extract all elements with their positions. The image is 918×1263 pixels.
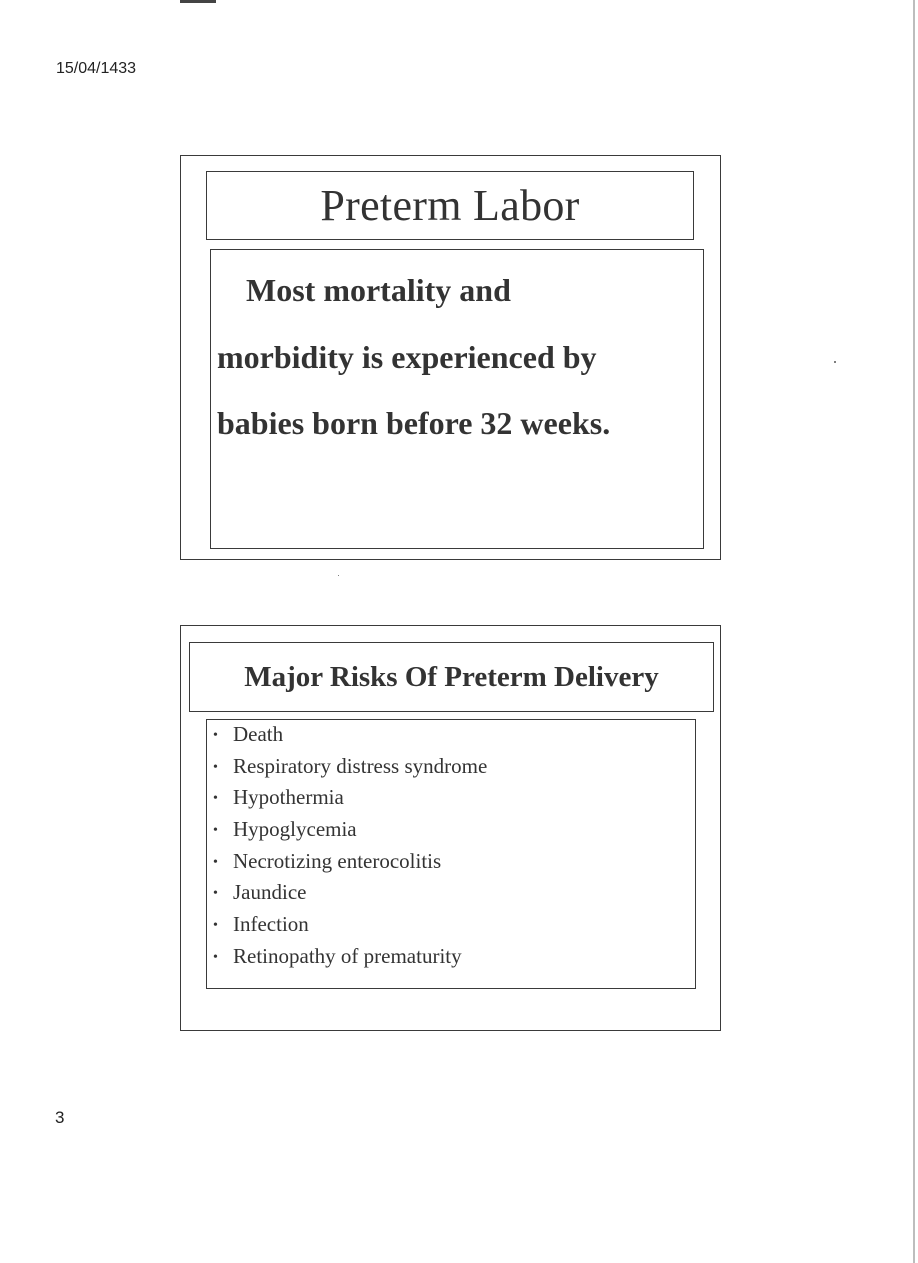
list-item (213, 880, 487, 912)
body-line: Most mortality and (246, 272, 511, 308)
bullet-icon: • (213, 886, 218, 902)
list-item-text: Respiratory distress syndrome (233, 753, 488, 778)
list-item (213, 944, 487, 976)
body-line: morbidity is experienced by (217, 339, 597, 375)
slide-title: Preterm Labor (320, 181, 580, 230)
bullet-icon: • (213, 791, 218, 807)
list-item-text: Infection (233, 912, 309, 937)
bullet-icon: • (213, 728, 218, 743)
bullet-icon: • (213, 759, 218, 775)
list-item (213, 754, 487, 786)
slide-title-box (206, 171, 694, 240)
slide-body-box (210, 249, 704, 549)
bullet-icon: • (213, 854, 218, 870)
slide-title-box (189, 642, 714, 712)
slide-preterm-labor (180, 155, 721, 560)
list-item-text: Necrotizing enterocolitis (233, 848, 442, 873)
list-item-text: Hypothermia (233, 785, 344, 810)
slide-major-risks (180, 625, 721, 1031)
page-number: 3 (55, 1108, 65, 1127)
body-line: babies born before 32 weeks. (217, 405, 611, 441)
list-item-text: Retinopathy of prematurity (233, 943, 462, 968)
list-item (213, 722, 487, 754)
slide-title: Major Risks Of Preterm Delivery (244, 660, 659, 693)
list-item-text: Hypoglycemia (233, 817, 357, 842)
list-item (213, 817, 487, 849)
bullet-icon: • (213, 918, 218, 934)
risk-list (213, 722, 487, 976)
print-date: 15/04/1433 (56, 60, 137, 77)
list-item (213, 785, 487, 817)
list-item (213, 912, 487, 944)
scan-mark (180, 0, 216, 3)
list-item (213, 849, 487, 881)
scan-speck (338, 575, 339, 576)
bullet-icon: • (213, 823, 218, 839)
bullet-icon: • (213, 949, 218, 965)
risk-list-box (206, 719, 696, 989)
scan-edge (913, 0, 915, 1263)
list-item-text: Death (233, 722, 284, 746)
scan-speck (834, 361, 836, 363)
list-item-text: Jaundice (233, 880, 307, 905)
